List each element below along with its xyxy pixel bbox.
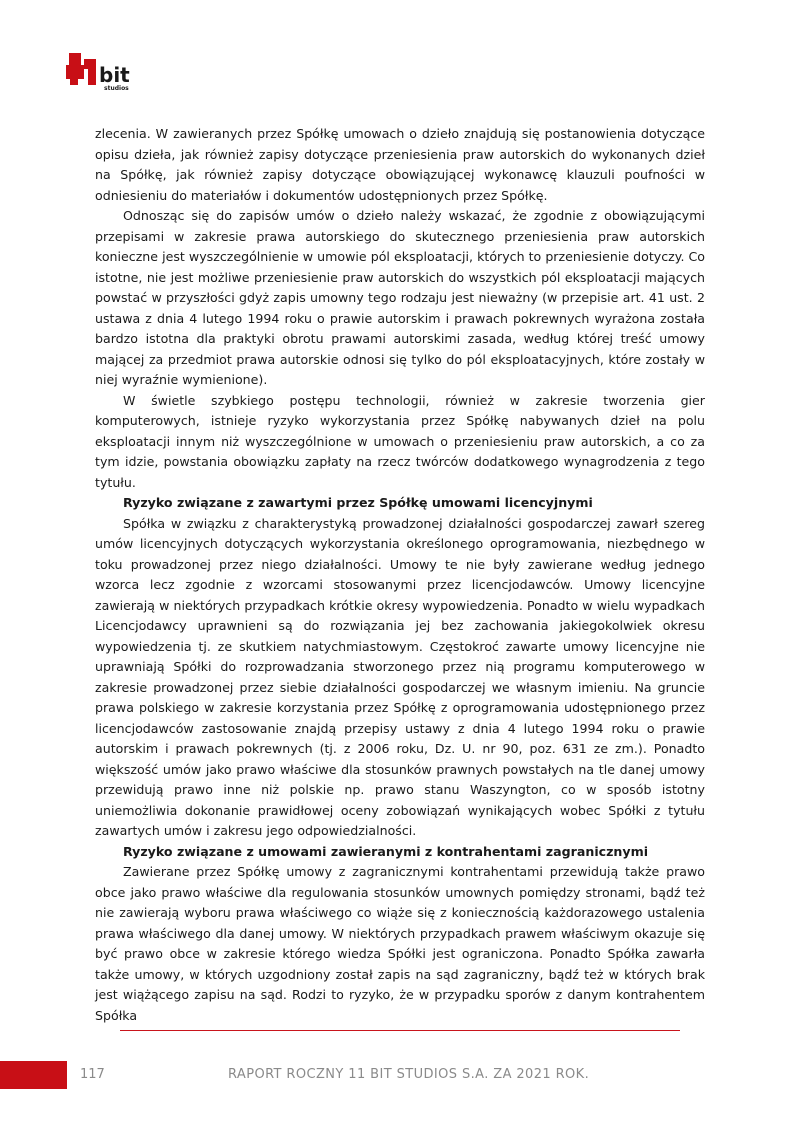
page-number: 117 xyxy=(80,1067,105,1082)
logo-sub: studios xyxy=(104,85,129,92)
footer-accent-block xyxy=(0,1061,67,1089)
paragraph-3: W świetle szybkiego postępu technologii, również w zakresie tworzenia gier komputerowych, istnieje ryzyko wykorzystania przez Spółkę nabywanych dzieł na polu eksploatacji innym niż wyszczególnione w umowach o przeniesieniu praw autorskich, a co za tym idzie, powstania obowiązku zapłaty na rzecz twórców dodatkowego wynagrodzenia z tego tytułu. xyxy=(95,392,705,490)
footer-report-title: RAPORT ROCZNY 11 BIT STUDIOS S.A. ZA 2021 ROK. xyxy=(228,1067,590,1082)
logo-word: bit xyxy=(99,63,130,87)
section-heading-licensing: Ryzyko związane z zawartymi przez Spółkę umowami licencyjnymi xyxy=(123,495,593,510)
footer-divider xyxy=(120,1030,680,1031)
paragraph-1: zlecenia. W zawieranych przez Spółkę umowach o dzieło znajdują się postanowienia dotyczące opisu dzieła, jak również zapisy dotyczące przeniesienia praw autorskich do wykonanych dzieł na Spółkę, jak również zapisy dotyczące obowiązującej wykonawcę klauzuli poufności w odniesieniu do materiałów i dokumentów udostępnionych przez Spółkę. xyxy=(95,126,705,203)
paragraph-4: Spółka w związku z charakterystyką prowadzonej działalności gospodarczej zawarł szereg umów licencyjnych dotyczących wykorzystania określonego oprogramowania, niezbędnego w toku prowadzonej przez niego działalności. Umowy te nie były zawierane według jednego wzorca lecz zgodnie z wzorcami stosowanymi przez licencjodawców. Umowy licencyjne zawierają w niektórych przypadkach krótkie okresy wypowiedzenia. Ponadto w wielu wypadkach Licencjodawcy uprawnieni są do rozwiązania jej bez zachowania jakiegokolwiek okresu wypowiedzenia tj. ze skutkiem natychmiastowym. Częstokroć zawarte umowy licencyjne nie uprawniają Spółki do rozprowadzania stworzonego przez nią programu komputerowego w zakresie prowadzonej przez siebie działalności gospodarczej we własnym imieniu. Na gruncie prawa polskiego w zakresie korzystania przez Spółkę z oprogramowania udostępnionego przez licencjodawców zastosowanie znajdą przepisy ustawy z dnia 4 lutego 1994 roku o prawie autorskim i prawach pokrewnych (tj. z 2006 roku, Dz. U. nr 90, poz. 631 ze zm.). Ponadto większość umów jako prawo właściwe dla stosunków prawnych powstałych na tle danej umowy przewidują prawo inne niż polskie np. prawo stanu Waszyngton, co w sposób istotny uniemożliwia dokonanie prawidłowej oceny zobowiązań wynikających wobec Spółki z tytułu zawartych umów i zakresu jego odpowiedzialności. xyxy=(95,515,705,838)
paragraph-2: Odnosząc się do zapisów umów o dzieło należy wskazać, że zgodnie z obowiązującymi przepisami w zakresie prawa autorskiego do skutecznego przeniesienia praw autorskich konieczne jest wyszczególnienie w umowie pól eksploatacji, których to przeniesienie dotyczy. Co istotne, nie jest możliwe przeniesienie praw autorskich do wszystkich pól eksploatacji mających powstać w przyszłości gdyż zapis umowny tego rodzaju jest nieważny (w przepisie art. 41 ust. 2 ustawa z dnia 4 lutego 1994 roku o prawie autorskim i prawach pokrewnych wyrażona została bardzo istotna dla praktyki obrotu prawami autorskimi zasada, według której treść umowy mającej za przedmiot prawa autorskie odnosi się tylko do pól eksploatacyjnych, które zostały w niej wyraźnie wymienione). xyxy=(95,208,705,387)
document-body xyxy=(95,124,705,1026)
paragraph-5: Zawierane przez Spółkę umowy z zagranicznymi kontrahentami przewidują także prawo obce jako prawo właściwe dla regulowania stosunków umownych pomiędzy stronami, bądź też nie zawierają wyboru prawa właściwego co wiąże się z koniecznością każdorazowego ustalenia prawa właściwego dla danej umowy. W niektórych przypadkach prawem właściwym okazuje się być prawo obce w zakresie którego wiedza Spółki jest ograniczona. Ponadto Spółka zawarła także umowy, w których uzgodniony został zapis na sąd zagraniczny, bądź też w których brak jest wiążącego zapisu na sąd. Rodzi to ryzyko, że w przypadku sporów z danym kontrahentem Spółka xyxy=(95,864,705,1023)
bit-studios-logo-icon xyxy=(66,50,150,92)
section-heading-foreign-contracts: Ryzyko związane z umowami zawieranymi z kontrahentami zagranicznymi xyxy=(123,843,649,859)
company-logo xyxy=(66,50,150,92)
